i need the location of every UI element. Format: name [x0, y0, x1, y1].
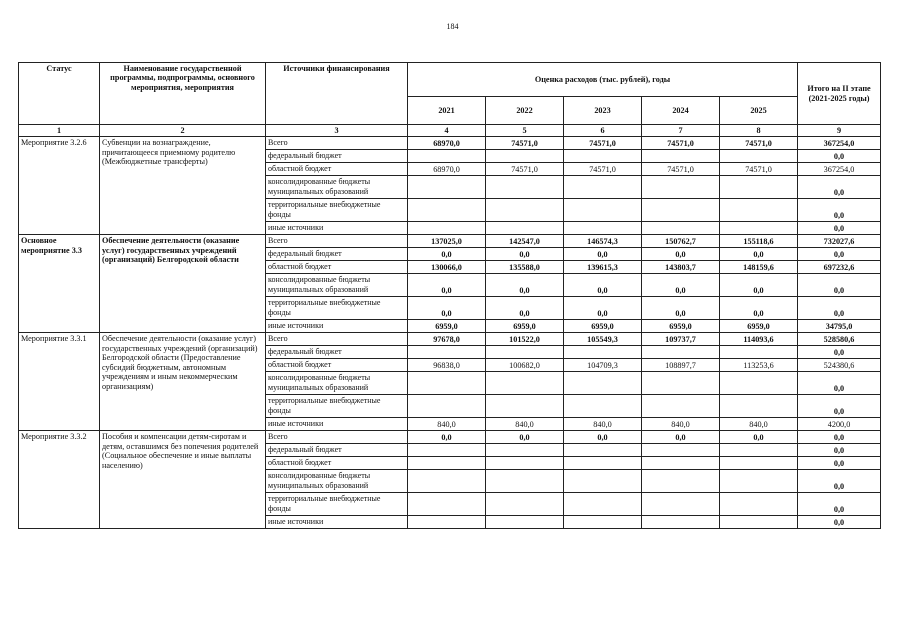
table-row — [19, 333, 881, 346]
year-value — [408, 176, 486, 199]
column-number: 1 — [19, 125, 100, 137]
year-value: 137025,0 — [408, 235, 486, 248]
year-value — [564, 372, 642, 395]
year-value: 0,0 — [408, 431, 486, 444]
table-row — [19, 431, 881, 444]
source-label: областной бюджет — [266, 261, 408, 274]
source-label: Всего — [266, 333, 408, 346]
year-value: 109737,7 — [642, 333, 720, 346]
year-value: 97678,0 — [408, 333, 486, 346]
year-value: 96838,0 — [408, 359, 486, 372]
year-value — [720, 493, 798, 516]
column-number: 3 — [266, 125, 408, 137]
year-value — [642, 372, 720, 395]
year-value: 0,0 — [642, 274, 720, 297]
year-value: 113253,6 — [720, 359, 798, 372]
year-value — [720, 346, 798, 359]
year-value: 6959,0 — [642, 320, 720, 333]
year-value — [486, 346, 564, 359]
year-value — [564, 516, 642, 529]
year-value: 0,0 — [408, 248, 486, 261]
source-label: федеральный бюджет — [266, 346, 408, 359]
total-value: 0,0 — [798, 199, 881, 222]
header-estimate: Оценка расходов (тыс. рублей), годы — [408, 63, 798, 97]
year-value — [720, 222, 798, 235]
header-year: 2022 — [486, 97, 564, 125]
year-value: 74571,0 — [486, 137, 564, 150]
source-label: иные источники — [266, 516, 408, 529]
year-value: 0,0 — [564, 431, 642, 444]
year-value — [564, 470, 642, 493]
year-value — [642, 493, 720, 516]
year-value: 101522,0 — [486, 333, 564, 346]
year-value — [486, 457, 564, 470]
source-label: областной бюджет — [266, 359, 408, 372]
source-label: Всего — [266, 137, 408, 150]
year-value — [642, 516, 720, 529]
year-value: 6959,0 — [486, 320, 564, 333]
year-value — [486, 222, 564, 235]
year-value: 143803,7 — [642, 261, 720, 274]
year-value: 0,0 — [564, 248, 642, 261]
year-value — [486, 493, 564, 516]
source-label: Всего — [266, 431, 408, 444]
column-number: 9 — [798, 125, 881, 137]
total-value: 0,0 — [798, 176, 881, 199]
year-value: 840,0 — [408, 418, 486, 431]
source-label: федеральный бюджет — [266, 150, 408, 163]
year-value: 6959,0 — [408, 320, 486, 333]
year-value — [564, 346, 642, 359]
year-value — [720, 444, 798, 457]
year-value — [564, 222, 642, 235]
row-name: Пособия и компенсации детям-сиротам и детям, оставшимся без попечения родителей (Социальное обеспечение и иные выплаты населению) — [100, 431, 266, 529]
year-value — [408, 457, 486, 470]
year-value — [642, 222, 720, 235]
year-value: 0,0 — [720, 297, 798, 320]
header-total: Итого на II этапе (2021-2025 годы) — [798, 63, 881, 125]
total-value: 524380,6 — [798, 359, 881, 372]
total-value: 0,0 — [798, 150, 881, 163]
year-value: 142547,0 — [486, 235, 564, 248]
budget-table — [18, 62, 881, 529]
header-year: 2025 — [720, 97, 798, 125]
row-status: Основное мероприятие 3.3 — [19, 235, 100, 333]
year-value — [642, 346, 720, 359]
year-value — [642, 176, 720, 199]
header-status: Статус — [19, 63, 100, 125]
year-value: 74571,0 — [720, 137, 798, 150]
year-value: 840,0 — [720, 418, 798, 431]
row-name: Субвенции на вознаграждение, причитающееся приемному родителю (Межбюджетные трансферты) — [100, 137, 266, 235]
year-value: 0,0 — [642, 431, 720, 444]
source-label: территориальные внебюджетные фонды — [266, 395, 408, 418]
source-label: Всего — [266, 235, 408, 248]
row-status: Мероприятие 3.2.6 — [19, 137, 100, 235]
year-value: 0,0 — [720, 274, 798, 297]
total-value: 0,0 — [798, 372, 881, 395]
year-value: 0,0 — [486, 274, 564, 297]
total-value: 528580,6 — [798, 333, 881, 346]
year-value: 155118,6 — [720, 235, 798, 248]
year-value — [486, 372, 564, 395]
year-value — [564, 444, 642, 457]
year-value — [564, 150, 642, 163]
source-label: иные источники — [266, 222, 408, 235]
year-value — [486, 199, 564, 222]
column-number: 6 — [564, 125, 642, 137]
total-value: 0,0 — [798, 444, 881, 457]
year-value — [642, 470, 720, 493]
header-year: 2021 — [408, 97, 486, 125]
year-value: 0,0 — [720, 248, 798, 261]
year-value — [720, 199, 798, 222]
source-label: консолидированные бюджеты муниципальных образований — [266, 176, 408, 199]
source-label: федеральный бюджет — [266, 444, 408, 457]
year-value: 0,0 — [408, 297, 486, 320]
table-row — [19, 235, 881, 248]
year-value: 0,0 — [486, 297, 564, 320]
year-value: 139615,3 — [564, 261, 642, 274]
header-year: 2024 — [642, 97, 720, 125]
total-value: 367254,0 — [798, 137, 881, 150]
table-row — [19, 137, 881, 150]
year-value: 0,0 — [564, 274, 642, 297]
year-value — [408, 199, 486, 222]
year-value: 0,0 — [642, 297, 720, 320]
total-value: 34795,0 — [798, 320, 881, 333]
source-label: федеральный бюджет — [266, 248, 408, 261]
year-value — [408, 470, 486, 493]
year-value — [564, 457, 642, 470]
year-value: 148159,6 — [720, 261, 798, 274]
year-value — [486, 444, 564, 457]
year-value — [486, 516, 564, 529]
year-value: 146574,3 — [564, 235, 642, 248]
total-value: 0,0 — [798, 470, 881, 493]
total-value: 0,0 — [798, 395, 881, 418]
total-value: 0,0 — [798, 516, 881, 529]
year-value — [720, 516, 798, 529]
year-value: 0,0 — [642, 248, 720, 261]
year-value: 74571,0 — [486, 163, 564, 176]
total-value: 0,0 — [798, 248, 881, 261]
year-value — [564, 493, 642, 516]
year-value: 68970,0 — [408, 163, 486, 176]
year-value — [642, 457, 720, 470]
year-value: 104709,3 — [564, 359, 642, 372]
year-value — [564, 199, 642, 222]
source-label: иные источники — [266, 418, 408, 431]
year-value: 6959,0 — [720, 320, 798, 333]
year-value: 74571,0 — [564, 163, 642, 176]
year-value — [564, 176, 642, 199]
year-value — [720, 457, 798, 470]
source-label: областной бюджет — [266, 457, 408, 470]
year-value — [408, 444, 486, 457]
total-value: 0,0 — [798, 493, 881, 516]
year-value — [408, 222, 486, 235]
header-year: 2023 — [564, 97, 642, 125]
year-value — [642, 395, 720, 418]
row-status: Мероприятие 3.3.2 — [19, 431, 100, 529]
year-value — [720, 176, 798, 199]
source-label: территориальные внебюджетные фонды — [266, 199, 408, 222]
year-value — [408, 395, 486, 418]
year-value — [720, 372, 798, 395]
source-label: территориальные внебюджетные фонды — [266, 297, 408, 320]
total-value: 0,0 — [798, 297, 881, 320]
year-value — [720, 470, 798, 493]
year-value — [720, 395, 798, 418]
year-value: 68970,0 — [408, 137, 486, 150]
column-number: 8 — [720, 125, 798, 137]
source-label: областной бюджет — [266, 163, 408, 176]
column-number: 7 — [642, 125, 720, 137]
year-value — [486, 395, 564, 418]
source-label: территориальные внебюджетные фонды — [266, 493, 408, 516]
year-value — [564, 395, 642, 418]
header-name: Наименование государственной программы, подпрограммы, основного мероприятия, мероприятия — [100, 63, 266, 125]
year-value — [720, 150, 798, 163]
total-value: 0,0 — [798, 457, 881, 470]
year-value — [408, 346, 486, 359]
row-name: Обеспечение деятельности (оказание услуг) государственных учреждений (организаций) Белгородской области — [100, 235, 266, 333]
total-value: 0,0 — [798, 431, 881, 444]
column-number: 2 — [100, 125, 266, 137]
year-value: 840,0 — [642, 418, 720, 431]
year-value: 105549,3 — [564, 333, 642, 346]
year-value: 135588,0 — [486, 261, 564, 274]
column-number: 5 — [486, 125, 564, 137]
year-value: 114093,6 — [720, 333, 798, 346]
year-value — [642, 444, 720, 457]
row-name: Обеспечение деятельности (оказание услуг) государственных учреждений (организаций) Белгородской области (Предоставление субсидий бюджетным, автономным учреждениям и иным некоммерческим организациям) — [100, 333, 266, 431]
year-value — [642, 199, 720, 222]
total-value: 732027,6 — [798, 235, 881, 248]
year-value: 0,0 — [486, 431, 564, 444]
year-value: 840,0 — [564, 418, 642, 431]
year-value — [408, 493, 486, 516]
year-value: 0,0 — [486, 248, 564, 261]
year-value — [642, 150, 720, 163]
column-number: 4 — [408, 125, 486, 137]
source-label: консолидированные бюджеты муниципальных образований — [266, 372, 408, 395]
total-value: 697232,6 — [798, 261, 881, 274]
year-value: 6959,0 — [564, 320, 642, 333]
header-sources: Источники финансирования — [266, 63, 408, 125]
total-value: 0,0 — [798, 346, 881, 359]
total-value: 4200,0 — [798, 418, 881, 431]
year-value: 74571,0 — [564, 137, 642, 150]
year-value — [408, 372, 486, 395]
total-value: 367254,0 — [798, 163, 881, 176]
year-value: 108897,7 — [642, 359, 720, 372]
year-value: 100682,0 — [486, 359, 564, 372]
year-value: 74571,0 — [642, 163, 720, 176]
year-value — [486, 470, 564, 493]
year-value: 0,0 — [408, 274, 486, 297]
year-value: 150762,7 — [642, 235, 720, 248]
year-value: 130066,0 — [408, 261, 486, 274]
year-value: 0,0 — [564, 297, 642, 320]
year-value: 0,0 — [720, 431, 798, 444]
year-value — [486, 150, 564, 163]
page-number: 184 — [446, 22, 459, 31]
year-value: 74571,0 — [642, 137, 720, 150]
total-value: 0,0 — [798, 222, 881, 235]
row-status: Мероприятие 3.3.1 — [19, 333, 100, 431]
year-value — [486, 176, 564, 199]
source-label: консолидированные бюджеты муниципальных образований — [266, 274, 408, 297]
year-value — [408, 516, 486, 529]
year-value: 74571,0 — [720, 163, 798, 176]
year-value: 840,0 — [486, 418, 564, 431]
source-label: иные источники — [266, 320, 408, 333]
source-label: консолидированные бюджеты муниципальных образований — [266, 470, 408, 493]
column-number-row — [19, 125, 881, 137]
year-value — [408, 150, 486, 163]
total-value: 0,0 — [798, 274, 881, 297]
